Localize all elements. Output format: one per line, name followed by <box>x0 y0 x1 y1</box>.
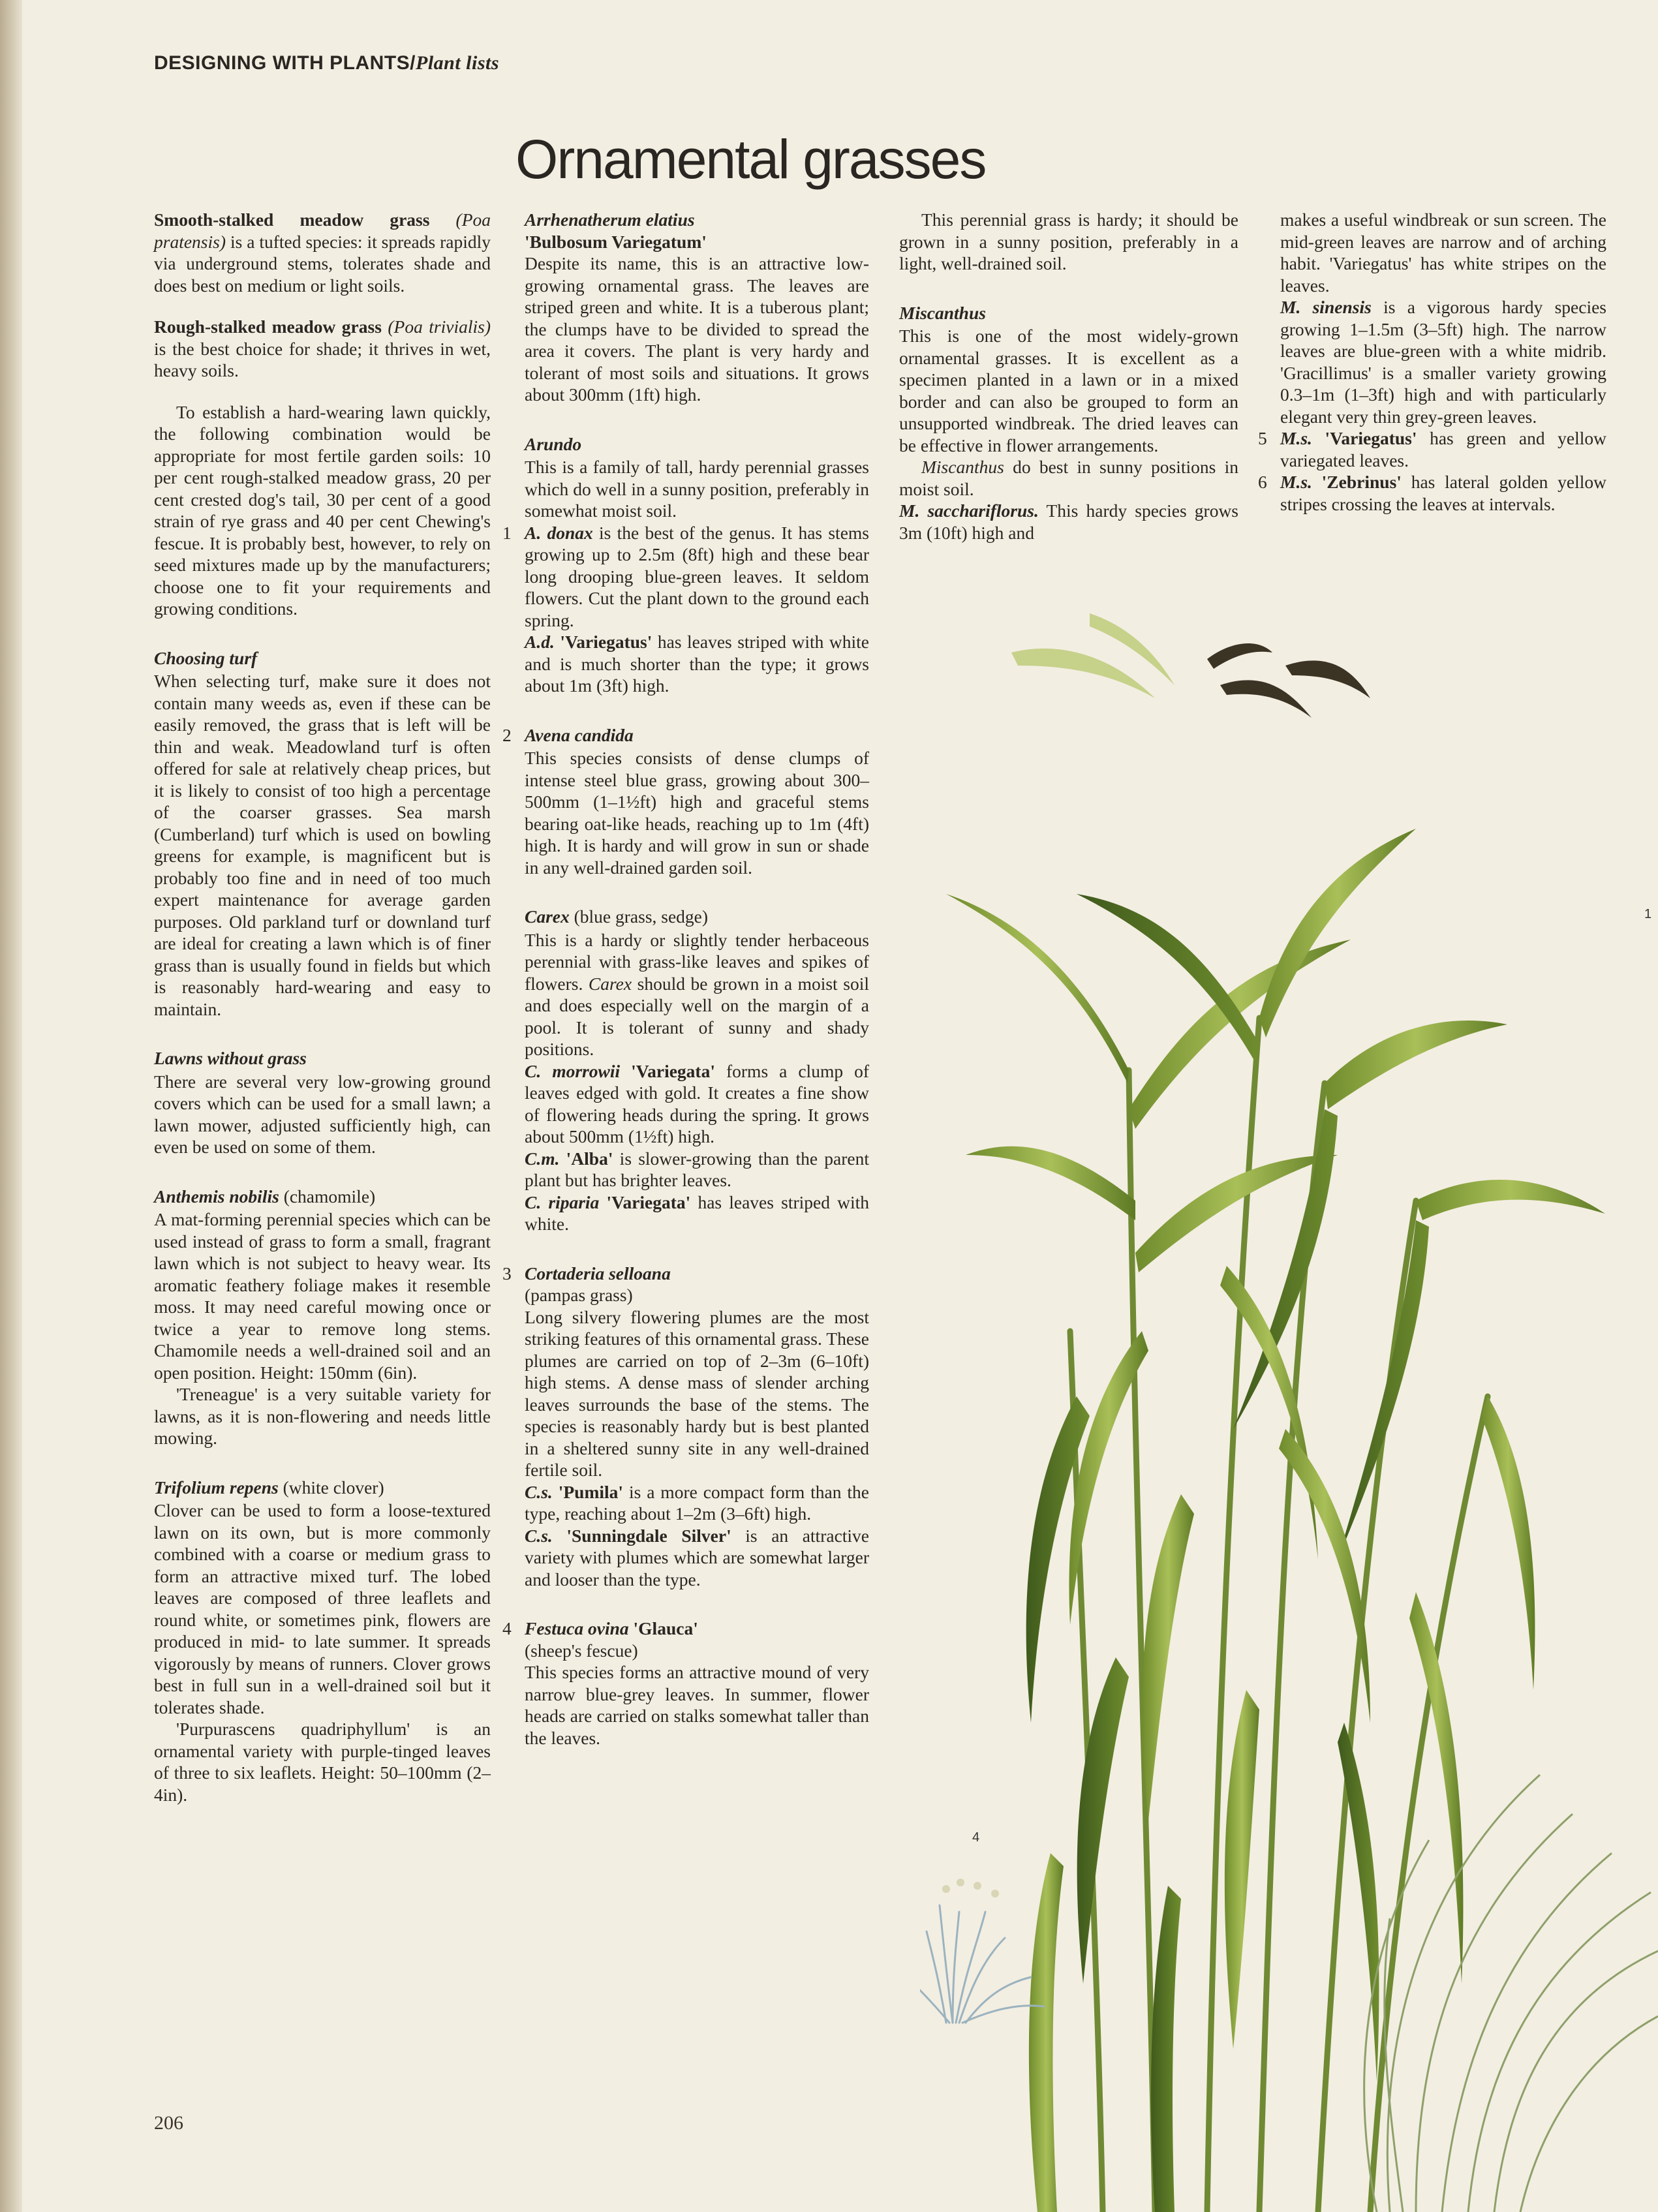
page-gutter-shadow <box>0 0 22 2212</box>
text: forms a clump of leaves edged with gold. It creates a fine show of flowering heads during the spring. It grows about 500mm (1½ft) high. <box>525 1060 870 1146</box>
subheading-lawns-without-grass: Lawns without grass <box>154 1048 307 1068</box>
numbered-entry-6 <box>1258 471 1607 515</box>
seed-head-streaks <box>1207 643 1370 718</box>
text: is slower-growing than the parent plant but has brighter leaves. <box>525 1148 869 1190</box>
paragraph <box>899 456 1238 500</box>
figure-number: 6 <box>1258 472 1267 492</box>
text: is the best of the genus. It has stems growing up to 2.5m (8ft) high and these bear long drooping blue-green leaves. It seldom flowers. Cut the plant down to the ground each spring. <box>525 522 869 630</box>
paragraph <box>525 1148 869 1191</box>
latin-name: A.d. <box>525 632 555 652</box>
common-name: (blue grass, sedge) <box>569 906 709 927</box>
latin-name: M. sacchariflorus. <box>899 500 1039 521</box>
text: This hardy species grows 3m (10ft) high and <box>899 500 1239 543</box>
latin-name: M.s. <box>1280 472 1312 492</box>
entry-heading: Arundo <box>525 433 582 454</box>
text-column-1 <box>154 209 491 1805</box>
latin-name: Anthemis nobilis <box>154 1186 279 1206</box>
latin-name: M.s. <box>1280 428 1312 448</box>
grass-illustration <box>920 613 1658 2212</box>
text-column-2 <box>502 209 870 1749</box>
latin-name: A. donax <box>525 522 593 543</box>
paragraph <box>1280 296 1606 427</box>
paragraph: To establish a hard-wearing lawn quickly, the following combination would be appropriate for most fertile garden soils: 10 per cent rough-stalked meadow grass, 20 per cent crested dog's tail, 30 per cent of a good strain of rye grass and 40 per cent Chewing's fescue. It is probably best, however, to rely on seed mixtures made up by the manufacturers; choose one to fit your requirements and growing conditions. <box>154 401 491 619</box>
latin-name: (Poa trivialis) <box>388 316 491 337</box>
paragraph: Clover can be used to form a loose-textured lawn on its own, but is more commonly combined with a coarse or medium grass to form an attractive mixed turf. The lobed leaves are composed of three leaflets and round white, or sometimes pink, flowers are produced in mid- to late summer. It spreads vigorously by means of runners. Clover grows best in full sun in a well-drained soil but it tolerates shade. <box>154 1500 491 1717</box>
numbered-entry-3 <box>502 1263 869 1285</box>
latin-name: C.s. <box>525 1525 553 1546</box>
common-name: (sheep's fescue) <box>525 1640 638 1661</box>
cultivar-name: 'Variegatus' <box>560 632 652 652</box>
latin-name: Trifolium repens <box>154 1477 279 1498</box>
figure-number: 3 <box>502 1263 512 1283</box>
running-head-section: DESIGNING WITH PLANTS/ <box>154 52 416 74</box>
entry-heading <box>154 1186 491 1208</box>
page-title: Ornamental grasses <box>515 129 986 190</box>
figure-number: 1 <box>502 522 512 543</box>
text: has leaves striped with white and is much shorter than the type; it grows about 1m (3ft) high. <box>525 632 870 696</box>
text-column-4 <box>1258 209 1607 515</box>
paragraph: makes a useful windbreak or sun screen. The mid-green leaves are narrow and of arching habit. 'Variegatus' has white stripes on the leaves. <box>1280 209 1606 296</box>
cultivar-name: 'Variegata' <box>606 1191 691 1212</box>
text: has leaves striped with white. <box>525 1191 870 1234</box>
common-name: (chamomile) <box>279 1186 376 1206</box>
text: is the best choice for shade; it thrives in wet, heavy soils. <box>154 338 491 380</box>
figure-number: 4 <box>502 1618 512 1638</box>
paragraph <box>154 316 491 382</box>
latin-name: Festuca ovina <box>525 1618 629 1638</box>
subheading-choosing-turf: Choosing turf <box>154 647 258 668</box>
paragraph: Despite its name, this is an attractive low-growing ornamental grass. The leaves are striped green and white. It is a tuberous plant; the clumps have to be divided to spread the area it covers. The plant is very hardy and tolerant of most soils and situations. It grows about 300mm (1ft) high. <box>525 253 869 405</box>
numbered-entry-5 <box>1258 427 1606 471</box>
text: has lateral golden yellow stripes crossing the leaves at intervals. <box>1280 472 1607 514</box>
paragraph: There are several very low-growing ground covers which can be used for a small lawn; a lawn mower, adjusted sufficiently high, can even be used on some of them. <box>154 1071 491 1157</box>
figure-label-1: 1 <box>1644 907 1652 921</box>
paragraph <box>154 209 491 296</box>
numbered-entry-4 <box>502 1618 869 1640</box>
paragraph <box>525 1525 869 1591</box>
latin-name: Cortaderia selloana <box>525 1263 671 1283</box>
numbered-entry-1 <box>502 522 869 632</box>
latin-name: Miscanthus <box>921 457 1004 477</box>
paragraph: 'Treneague' is a very suitable variety for lawns, as it is non-flowering and needs little mowing. <box>154 1384 491 1448</box>
paragraph: This species forms an attractive mound of very narrow blue-grey leaves. In summer, flower heads are carried on stalks somewhat taller than the leaves. <box>525 1662 869 1748</box>
paragraph: When selecting turf, make sure it does not contain many weeds as, even if these can be easily removed, the grass that is left will be thin and weak. Meadowland turf is often offered for sale at relatively cheap prices, but it is likely to consist of too high a percentage of the coarser grasses. Sea marsh (Cumberland) turf which is used on bowling greens for example, is magnificent but is probably too fine and in need of too much expert maintenance for average garden purposes. Old parkland turf or downland turf are ideal for creating a lawn which is of finer grass than is usually found in fields but which is reasonably hard-wearing and easy to maintain. <box>154 671 491 1019</box>
latin-name: C.m. <box>525 1148 560 1169</box>
text: do best in sunny positions in moist soil. <box>899 457 1238 499</box>
paragraph: This is one of the most widely-grown ornamental grasses. It is excellent as a specimen planted in a lawn or in a mixed border and can also be grouped to form an unsupported windbreak. The dried leaves can be effective in flower arrangements. <box>899 326 1238 455</box>
common-name: (white clover) <box>278 1477 384 1498</box>
figure-number: 5 <box>1258 428 1267 448</box>
paragraph <box>899 500 1238 544</box>
entry-heading <box>154 1477 491 1499</box>
text: is a tufted species: it spreads rapidly via underground stems, tolerates shade and does best on medium or light soils. <box>154 231 491 296</box>
latin-name: Carex <box>588 973 632 994</box>
running-head <box>154 52 499 74</box>
text: is a vigorous hardy species growing 1–1.5m (3–5ft) high. The narrow leaves are blue-green with a white midrib. 'Gracillimus' is a smaller variety growing 0.3–1m (1–3ft) high and with particularly elegant very thin grey-green leaves. <box>1280 297 1607 427</box>
cultivar-name: 'Glauca' <box>628 1618 698 1638</box>
paragraph: Long silvery flowering plumes are the most striking features of this ornamental grass. These plumes are carried on top of 2–3m (6–10ft) high stems. A dense mass of slender arching leaves surrounds the base of the stems. The species is reasonably hardy but is best planted in a sheltered sunny site in any well-drained fertile soil. <box>525 1306 869 1480</box>
text-column-3 <box>899 209 1238 544</box>
cultivar-name: 'Bulbosum Variegatum' <box>525 231 707 252</box>
figure-label-4: 4 <box>972 1830 980 1845</box>
entry-heading: Arrhenatherum elatius <box>525 209 695 230</box>
paragraph <box>525 1191 869 1235</box>
cultivar-name: 'Zebrinus' <box>1321 472 1402 492</box>
cultivar-name: 'Alba' <box>566 1148 613 1169</box>
paragraph: A mat-forming perennial species which can be used instead of grass to form a small, fragrant lawn which is not subject to heavy wear. Its aromatic feathery foliage makes it resemble moss. It may need careful mowing once or twice a year to remove long stems. Chamomile needs a well-drained soil and an open position. Height: 150mm (6in). <box>154 1209 491 1383</box>
paragraph <box>525 631 869 697</box>
text: This is a hardy or slightly tender herbaceous perennial with grass-like leaves and spikes of flowers. <box>525 929 869 994</box>
figure-number: 2 <box>502 724 512 745</box>
paragraph: This is a family of tall, hardy perennial grasses which do well in a sunny position, preferably in somewhat moist soil. <box>525 457 869 521</box>
cultivar-name: 'Variegata' <box>631 1060 715 1081</box>
term: Smooth-stalked meadow grass <box>154 209 430 230</box>
paragraph <box>525 1481 869 1525</box>
latin-name: Carex <box>525 906 570 927</box>
entry-heading <box>525 906 869 928</box>
pale-leaf-tips <box>1011 613 1174 698</box>
common-name: (pampas grass) <box>525 1285 633 1305</box>
text: is an attractive variety with plumes which are somewhat larger and looser than the type. <box>525 1525 870 1590</box>
cultivar-name: 'Variegatus' <box>1325 428 1417 448</box>
arundo-leaves <box>946 829 1605 2212</box>
text: should be grown in a moist soil and does especially well on the margin of a pool. It is tolerant of sunny and shady positions. <box>525 973 869 1059</box>
term: Rough-stalked meadow grass <box>154 316 382 337</box>
latin-name: (Poa pratensis) <box>154 209 491 252</box>
page-number: 206 <box>154 2112 183 2134</box>
paragraph <box>525 929 869 1060</box>
festuca-flower-heads <box>942 1879 999 1897</box>
latin-name: M. sinensis <box>1280 297 1372 317</box>
entry-heading: Miscanthus <box>899 302 986 323</box>
text: has green and yellow variegated leaves. <box>1280 428 1606 470</box>
text: is a more compact form than the type, reaching about 1–2m (3–6ft) high. <box>525 1481 870 1524</box>
paragraph <box>525 1060 869 1148</box>
cultivar-name: 'Pumila' <box>558 1481 624 1502</box>
running-head-subsection: Plant lists <box>416 52 500 74</box>
paragraph: This perennial grass is hardy; it should be grown in a sunny position, preferably in a light, well-drained soil. <box>899 209 1238 273</box>
paragraph: This species consists of dense clumps of intense steel blue grass, growing about 300–500mm (1–1½ft) high and graceful stems bearing oat-like heads, reaching up to 1m (4ft) high. It is hardy and will grow in sun or shade in any well-drained garden soil. <box>525 748 869 878</box>
latin-name: Avena candida <box>525 724 634 745</box>
numbered-entry-2 <box>502 724 869 746</box>
paragraph: 'Purpurascens quadriphyllum' is an ornamental variety with purple-tinged leaves of three to six leaflets. Height: 50–100mm (2–4in). <box>154 1719 491 1805</box>
latin-name: C.s. <box>525 1481 553 1502</box>
latin-name: C. riparia <box>525 1191 600 1212</box>
festuca-tuft <box>920 1905 1044 2023</box>
cultivar-name: 'Sunningdale Silver' <box>566 1525 731 1546</box>
latin-name: C. morrowii <box>525 1060 621 1081</box>
